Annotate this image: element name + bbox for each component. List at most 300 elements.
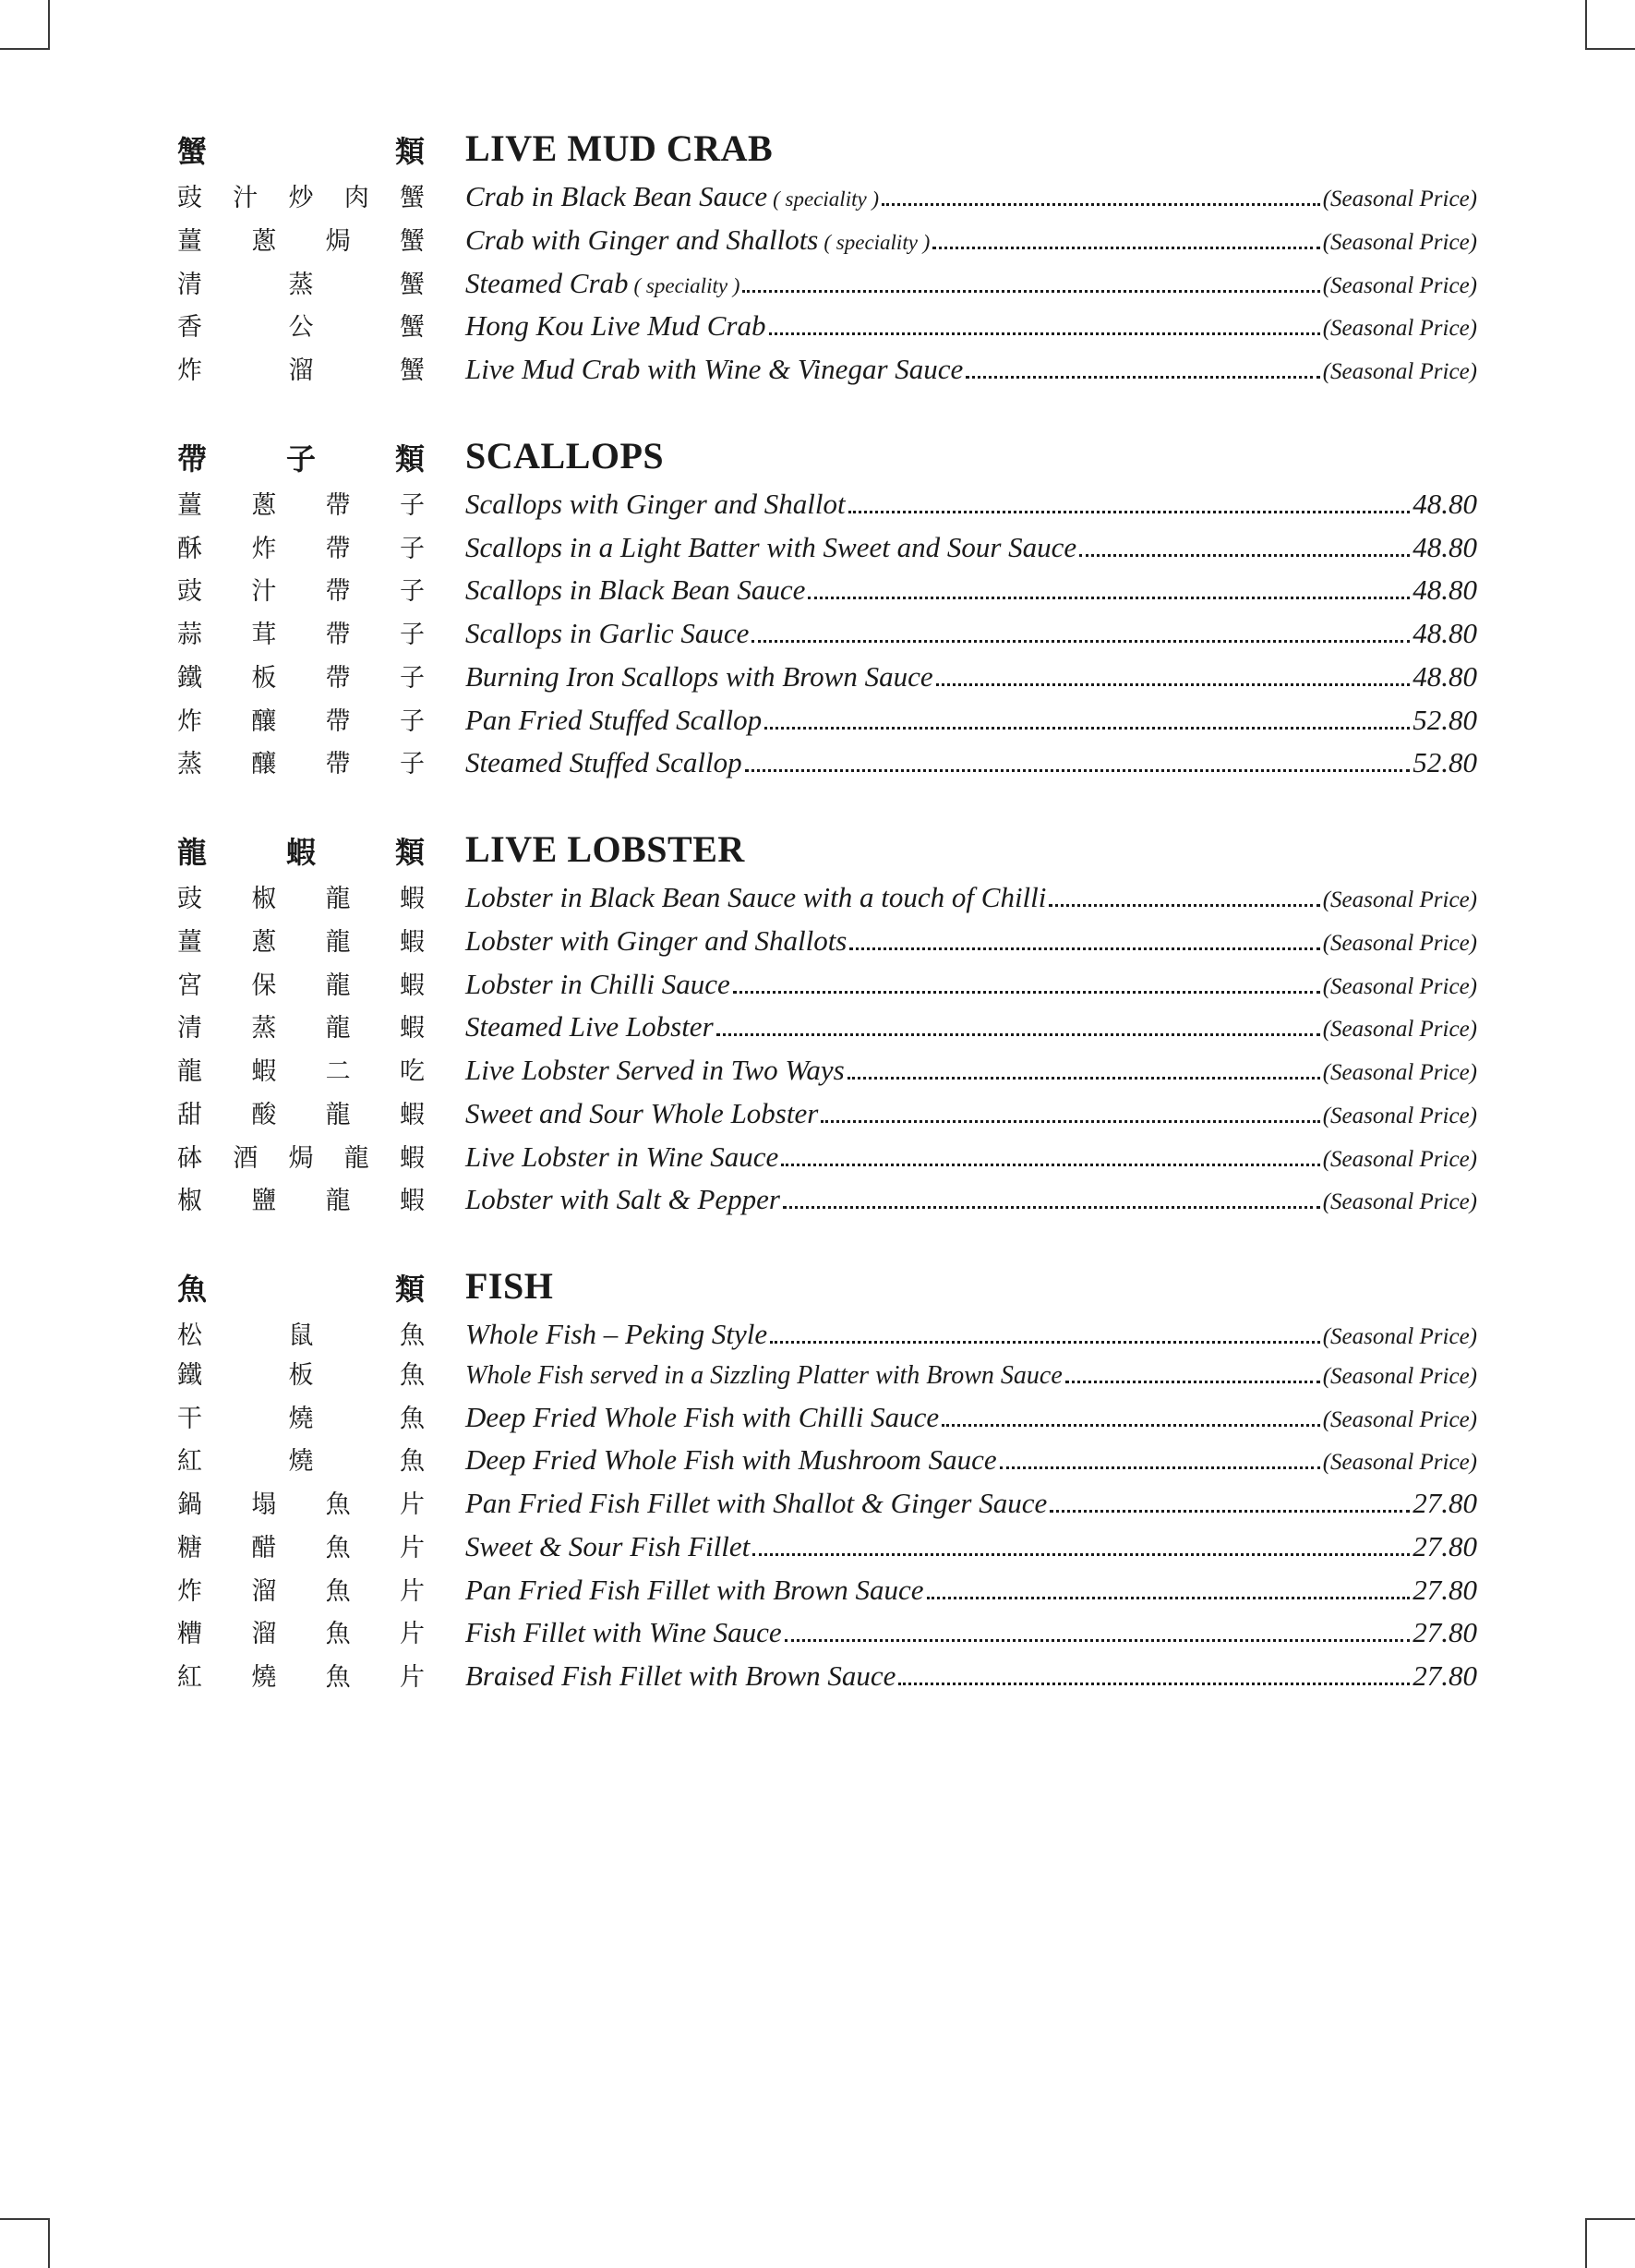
menu-page: [157, 129, 1477, 1702]
chinese-glyph: 子: [399, 663, 425, 693]
chinese-glyph: 蔥: [251, 490, 277, 520]
chinese-glyph: 片: [399, 1533, 425, 1562]
dot-leader: [848, 1077, 1320, 1080]
menu-item: [157, 1317, 1477, 1352]
menu-item-chinese: [157, 749, 434, 780]
chinese-glyph: 蔥: [251, 226, 277, 256]
menu-item-price: 27.80: [1413, 1529, 1477, 1562]
menu-section-fish: [157, 1267, 1477, 1694]
dot-leader: [1050, 1510, 1410, 1513]
chinese-glyph: 蟹: [399, 226, 425, 256]
menu-item-name: Live Lobster in Wine Sauce: [465, 1140, 779, 1173]
menu-item-name: Pan Fried Stuffed Scallop: [465, 703, 763, 736]
dot-leader: [785, 1639, 1411, 1642]
chinese-glyph: 薑: [177, 490, 202, 520]
chinese-glyph: 椒: [251, 885, 277, 913]
menu-item-english: [434, 1442, 1477, 1477]
menu-item-seasonal-price: (Seasonal Price): [1322, 1363, 1477, 1389]
chinese-glyph: 肉: [343, 184, 369, 212]
menu-item-name: Fish Fillet with Wine Sauce: [465, 1616, 782, 1649]
menu-item-name: Live Mud Crab with Wine & Vinegar Sauce: [465, 353, 964, 385]
menu-item-chinese: [157, 1662, 434, 1694]
menu-item-chinese: [157, 490, 434, 522]
chinese-glyph: 子: [399, 750, 425, 779]
menu-item-seasonal-price: (Seasonal Price): [1322, 1189, 1477, 1215]
menu-item-seasonal-price: (Seasonal Price): [1322, 973, 1477, 999]
dot-leader: [1000, 1466, 1320, 1469]
chinese-glyph: 魚: [400, 1404, 425, 1433]
chinese-glyph: 帶: [325, 706, 351, 736]
dot-leader: [783, 1206, 1320, 1209]
menu-item-english: [434, 530, 1477, 564]
menu-item-chinese: [157, 1404, 434, 1435]
menu-item-name: Steamed Stuffed Scallop: [465, 746, 742, 779]
menu-item-chinese: [157, 927, 434, 959]
menu-item-chinese: [157, 1576, 434, 1608]
menu-item-english: [434, 1053, 1477, 1087]
dot-leader: [1049, 904, 1319, 907]
chinese-glyph: 干: [177, 1404, 202, 1433]
chinese-glyph: 蝦: [399, 1187, 425, 1216]
chinese-glyph: 龍: [325, 1014, 351, 1044]
dot-leader: [770, 1341, 1320, 1344]
chinese-glyph: 蝦: [399, 1100, 425, 1129]
menu-item-seasonal-price: (Seasonal Price): [1322, 887, 1477, 912]
chinese-glyph: 酥: [177, 534, 202, 563]
menu-item-english: [434, 1573, 1477, 1607]
chinese-glyph: 蝦: [399, 927, 425, 957]
menu-item-price: 27.80: [1413, 1616, 1477, 1649]
chinese-glyph: 豉: [177, 577, 202, 607]
chinese-glyph: 蝦: [400, 1143, 425, 1173]
chinese-glyph: 片: [399, 1490, 425, 1519]
chinese-glyph: 豉: [177, 885, 202, 913]
menu-item-price: 48.80: [1413, 487, 1477, 520]
chinese-glyph: 釀: [251, 750, 277, 779]
dot-leader: [849, 947, 1319, 950]
chinese-glyph: 類: [394, 835, 425, 871]
chinese-glyph: 清: [177, 1014, 202, 1044]
chinese-glyph: 蝦: [251, 1057, 277, 1086]
chinese-glyph: 炸: [177, 706, 202, 736]
menu-item-name: Pan Fried Fish Fillet with Shallot & Ginger Sauce: [465, 1487, 1048, 1519]
dot-leader: [882, 203, 1320, 206]
chinese-glyph: 釀: [251, 706, 277, 736]
menu-section-scallops: [157, 434, 1477, 780]
menu-item-name: Hong Kou Live Mud Crab: [465, 309, 766, 343]
menu-item-chinese: [157, 183, 434, 214]
menu-item-name: Whole Fish – Peking Style: [465, 1318, 768, 1350]
menu-item-name: Scallops with Ginger and Shallot: [465, 487, 846, 520]
chinese-glyph: 龍: [177, 835, 208, 871]
chinese-glyph: 類: [394, 1272, 425, 1308]
chinese-glyph: 香: [177, 313, 202, 343]
menu-item: [157, 179, 1477, 214]
dot-leader: [898, 1683, 1410, 1685]
menu-item-name: Crab with Ginger and Shallots: [465, 223, 819, 256]
chinese-glyph: 薑: [177, 927, 202, 957]
menu-item-english: [434, 266, 1477, 300]
menu-item: [157, 1009, 1477, 1044]
chinese-glyph: 龍: [325, 927, 351, 957]
menu-item-name: Pan Fried Fish Fillet with Brown Sauce: [465, 1573, 924, 1606]
menu-item-chinese: [157, 1360, 434, 1392]
dot-leader: [752, 1553, 1410, 1556]
menu-item: [157, 1573, 1477, 1608]
chinese-glyph: 帶: [325, 663, 351, 693]
menu-item-speciality-note: ( speciality ): [633, 273, 740, 297]
menu-item-english: [434, 659, 1477, 694]
menu-item-english: [434, 1317, 1477, 1351]
menu-item-name: Burning Iron Scallops with Brown Sauce: [465, 659, 933, 693]
menu-item-english: [434, 1182, 1477, 1216]
chinese-glyph: 溜: [288, 356, 314, 385]
chinese-glyph: 蟹: [400, 184, 425, 212]
dot-leader: [1065, 1381, 1320, 1383]
dot-leader: [848, 511, 1411, 513]
chinese-glyph: 子: [285, 441, 316, 477]
menu-item-seasonal-price: (Seasonal Price): [1322, 1450, 1477, 1476]
chinese-glyph: 公: [288, 313, 314, 343]
crop-mark-bottom-left-vertical: [48, 2218, 50, 2268]
dot-leader: [808, 597, 1410, 599]
menu-item-chinese: [157, 1186, 434, 1217]
section-heading-english: LIVE LOBSTER: [465, 828, 745, 870]
section-heading: [157, 129, 1477, 168]
chinese-glyph: 燒: [251, 1663, 277, 1692]
menu-item-seasonal-price: (Seasonal Price): [1322, 272, 1477, 298]
chinese-glyph: 魚: [325, 1490, 351, 1519]
menu-item-chinese: [157, 706, 434, 738]
chinese-glyph: 龍: [177, 1057, 202, 1086]
chinese-glyph: 子: [399, 706, 425, 736]
menu-item-seasonal-price: (Seasonal Price): [1322, 1060, 1477, 1085]
menu-item-price: 27.80: [1413, 1487, 1477, 1519]
menu-item-chinese: [157, 663, 434, 694]
chinese-glyph: 汁: [251, 577, 277, 607]
menu-item-chinese: [157, 620, 434, 651]
section-heading-chinese: [157, 1274, 434, 1306]
menu-item-price: 48.80: [1413, 573, 1477, 607]
chinese-glyph: 吃: [399, 1057, 425, 1086]
dot-leader: [942, 1424, 1320, 1427]
menu-item: [157, 1615, 1477, 1650]
menu-item-name: Scallops in a Light Batter with Sweet and Sour Sauce: [465, 530, 1077, 563]
menu-item-seasonal-price: (Seasonal Price): [1322, 930, 1477, 956]
menu-item-english: [434, 1659, 1477, 1693]
menu-item-name: Live Lobster Served in Two Ways: [465, 1054, 845, 1086]
section-heading-chinese: [157, 835, 434, 871]
chinese-glyph: 蝦: [399, 885, 425, 913]
crop-mark-bottom-left-horizontal: [0, 2218, 50, 2220]
crop-mark-bottom-right-horizontal: [1585, 2218, 1635, 2220]
menu-item-seasonal-price: (Seasonal Price): [1322, 316, 1477, 342]
chinese-glyph: 砵: [177, 1143, 202, 1173]
chinese-glyph: 板: [288, 1360, 314, 1390]
menu-item-chinese: [157, 1013, 434, 1044]
menu-item-seasonal-price: (Seasonal Price): [1322, 1146, 1477, 1172]
menu-item-english: [434, 703, 1477, 737]
crop-mark-bottom-right-vertical: [1585, 2218, 1587, 2268]
menu-item-english: [434, 487, 1477, 521]
chinese-glyph: 蝦: [285, 835, 316, 871]
chinese-glyph: 酒: [233, 1143, 258, 1173]
menu-item: [157, 659, 1477, 694]
crop-mark-top-left-horizontal: [0, 48, 50, 50]
menu-item-name: Scallops in Garlic Sauce: [465, 617, 750, 649]
chinese-glyph: 紅: [177, 1447, 202, 1477]
menu-item-price: 52.80: [1413, 746, 1477, 779]
menu-item-chinese: [157, 971, 434, 1002]
menu-item-name: Whole Fish served in a Sizzling Platter with Brown Sauce: [465, 1360, 1063, 1390]
chinese-glyph: 鍋: [177, 1490, 202, 1519]
crop-mark-top-left-vertical: [48, 0, 50, 50]
menu-item-name: Braised Fish Fillet with Brown Sauce: [465, 1659, 896, 1692]
menu-item-price: 52.80: [1413, 703, 1477, 736]
menu-item-name: Sweet & Sour Fish Fillet: [465, 1529, 751, 1562]
menu-item-chinese: [157, 884, 434, 915]
section-heading-english: SCALLOPS: [465, 434, 665, 477]
dot-leader: [1079, 554, 1410, 557]
chinese-glyph: 魚: [325, 1663, 351, 1692]
chinese-glyph: 鹽: [251, 1187, 277, 1216]
section-heading-chinese: [157, 134, 434, 170]
chinese-glyph: 帶: [325, 534, 351, 563]
chinese-glyph: 蒸: [288, 270, 314, 299]
chinese-glyph: 蟹: [400, 270, 425, 299]
chinese-glyph: 龍: [343, 1143, 369, 1173]
menu-item-chinese: [157, 1100, 434, 1131]
menu-item-english: [434, 352, 1477, 386]
chinese-glyph: 糖: [177, 1533, 202, 1562]
menu-item: [157, 1529, 1477, 1564]
menu-item-name: Lobster in Chilli Sauce: [465, 967, 730, 1000]
menu-item: [157, 703, 1477, 738]
chinese-glyph: 龍: [325, 971, 351, 1000]
crop-mark-top-right-vertical: [1585, 0, 1587, 50]
menu-item-name: Sweet and Sour Whole Lobster: [465, 1096, 819, 1129]
crop-mark-top-right-horizontal: [1585, 48, 1635, 50]
menu-item-chinese: [157, 1446, 434, 1478]
chinese-glyph: 椒: [177, 1187, 202, 1216]
chinese-glyph: 甜: [177, 1100, 202, 1129]
chinese-glyph: 醋: [251, 1533, 277, 1562]
chinese-glyph: 蝦: [399, 1014, 425, 1044]
chinese-glyph: 鐵: [177, 663, 202, 693]
menu-item-seasonal-price: (Seasonal Price): [1322, 1103, 1477, 1128]
dot-leader: [769, 332, 1320, 335]
dot-leader: [927, 1597, 1411, 1599]
dot-leader: [936, 683, 1411, 686]
chinese-glyph: 糟: [177, 1620, 202, 1649]
menu-item: [157, 573, 1477, 608]
chinese-glyph: 酸: [251, 1100, 277, 1129]
menu-item-name: Crab in Black Bean Sauce: [465, 180, 768, 212]
chinese-glyph: 炸: [177, 1576, 202, 1606]
chinese-glyph: 蟹: [400, 356, 425, 385]
chinese-glyph: 帶: [325, 577, 351, 607]
chinese-glyph: 紅: [177, 1663, 202, 1692]
chinese-glyph: 片: [399, 1663, 425, 1692]
section-heading: [157, 1267, 1477, 1306]
menu-item-name: Lobster in Black Bean Sauce with a touch of Chilli: [465, 881, 1047, 913]
chinese-glyph: 焗: [325, 226, 351, 256]
menu-item: [157, 923, 1477, 959]
menu-item-chinese: [157, 356, 434, 387]
menu-item-price: 27.80: [1413, 1573, 1477, 1606]
menu-item: [157, 616, 1477, 651]
chinese-glyph: 蒸: [177, 750, 202, 779]
chinese-glyph: 子: [399, 577, 425, 607]
chinese-glyph: 燒: [288, 1404, 314, 1433]
menu-item-english: [434, 616, 1477, 650]
menu-item-name: Lobster with Salt & Pepper: [465, 1183, 780, 1216]
menu-item-name: Deep Fried Whole Fish with Mushroom Sauce: [465, 1443, 997, 1477]
menu-item-chinese: [157, 312, 434, 344]
menu-item-chinese: [157, 576, 434, 608]
menu-item: [157, 1053, 1477, 1088]
menu-item-english: [434, 1486, 1477, 1520]
chinese-glyph: 薑: [177, 226, 202, 256]
section-heading: [157, 830, 1477, 869]
menu-item-chinese: [157, 226, 434, 258]
menu-item: [157, 745, 1477, 780]
chinese-glyph: 帶: [325, 621, 351, 649]
chinese-glyph: 鐵: [177, 1360, 202, 1390]
menu-item-english: [434, 1529, 1477, 1563]
menu-item-english: [434, 1009, 1477, 1044]
menu-item-english: [434, 179, 1477, 213]
section-heading-english: FISH: [465, 1265, 554, 1307]
menu-item-english: [434, 308, 1477, 343]
menu-item-english: [434, 745, 1477, 779]
chinese-glyph: 帶: [325, 750, 351, 779]
chinese-glyph: 魚: [325, 1576, 351, 1606]
menu-item-name: Deep Fried Whole Fish with Chilli Sauce: [465, 1400, 940, 1433]
dot-leader: [716, 1033, 1320, 1036]
menu-item-english: [434, 880, 1477, 914]
chinese-glyph: 茸: [251, 621, 277, 649]
chinese-glyph: 蝦: [399, 971, 425, 1000]
chinese-glyph: 魚: [177, 1272, 208, 1308]
chinese-glyph: 焗: [288, 1143, 314, 1173]
chinese-glyph: 類: [394, 441, 425, 477]
menu-item-english: [434, 1096, 1477, 1130]
menu-item-english: [434, 923, 1477, 958]
menu-item: [157, 308, 1477, 344]
dot-leader: [966, 376, 1319, 379]
chinese-glyph: 龍: [325, 1187, 351, 1216]
dot-leader: [821, 1120, 1319, 1123]
menu-item-name: Steamed Crab: [465, 266, 629, 299]
chinese-glyph: 板: [251, 663, 277, 693]
menu-item: [157, 1096, 1477, 1131]
menu-item: [157, 352, 1477, 387]
dot-leader: [745, 769, 1411, 772]
menu-item-english: [434, 967, 1477, 1001]
menu-section-live-lobster: [157, 830, 1477, 1217]
chinese-glyph: 二: [325, 1057, 351, 1086]
menu-item: [157, 1400, 1477, 1435]
menu-item-chinese: [157, 1490, 434, 1521]
menu-item: [157, 266, 1477, 301]
chinese-glyph: 松: [177, 1321, 202, 1350]
menu-item-seasonal-price: (Seasonal Price): [1322, 229, 1477, 255]
menu-item: [157, 1486, 1477, 1521]
dot-leader: [751, 640, 1410, 643]
dot-leader: [764, 727, 1410, 730]
menu-item-price: 48.80: [1413, 659, 1477, 693]
chinese-glyph: 片: [399, 1576, 425, 1606]
dot-leader: [781, 1164, 1319, 1166]
chinese-glyph: 蟹: [400, 313, 425, 343]
chinese-glyph: 蟹: [177, 134, 208, 170]
menu-item: [157, 967, 1477, 1002]
chinese-glyph: 片: [399, 1620, 425, 1649]
chinese-glyph: 魚: [400, 1321, 425, 1350]
menu-item-chinese: [157, 534, 434, 565]
menu-item: [157, 880, 1477, 915]
section-heading: [157, 434, 1477, 477]
chinese-glyph: 炸: [177, 356, 202, 385]
menu-item-seasonal-price: (Seasonal Price): [1322, 1324, 1477, 1349]
chinese-glyph: 類: [394, 134, 425, 170]
chinese-glyph: 溜: [251, 1620, 277, 1649]
chinese-glyph: 龍: [325, 885, 351, 913]
menu-item: [157, 487, 1477, 522]
menu-item-english: [434, 223, 1477, 257]
chinese-glyph: 燒: [288, 1447, 314, 1477]
menu-item-chinese: [157, 1619, 434, 1650]
menu-item-chinese: [157, 1321, 434, 1352]
menu-item-chinese: [157, 270, 434, 301]
chinese-glyph: 子: [399, 621, 425, 649]
menu-item-seasonal-price: (Seasonal Price): [1322, 1406, 1477, 1432]
menu-item: [157, 1659, 1477, 1694]
chinese-glyph: 清: [177, 270, 202, 299]
chinese-glyph: 炒: [288, 184, 314, 212]
menu-item-price: 48.80: [1413, 530, 1477, 563]
chinese-glyph: 炸: [251, 534, 277, 563]
chinese-glyph: 汁: [233, 184, 258, 212]
dot-leader: [733, 991, 1320, 994]
menu-item-seasonal-price: (Seasonal Price): [1322, 1017, 1477, 1043]
menu-item-speciality-note: ( speciality ): [773, 187, 880, 211]
chinese-glyph: 子: [399, 534, 425, 563]
menu-item: [157, 1140, 1477, 1175]
menu-item: [157, 1360, 1477, 1392]
menu-item-chinese: [157, 1533, 434, 1564]
chinese-glyph: 魚: [400, 1360, 425, 1390]
menu-item-name: Steamed Live Lobster: [465, 1010, 714, 1044]
chinese-glyph: 鼠: [288, 1321, 314, 1350]
chinese-glyph: 豉: [177, 184, 202, 212]
menu-section-live-mud-crab: [157, 129, 1477, 387]
menu-item-chinese: [157, 1143, 434, 1175]
menu-item-price: 27.80: [1413, 1659, 1477, 1692]
menu-item-english: [434, 1360, 1477, 1392]
chinese-glyph: 帶: [177, 441, 208, 477]
dot-leader: [932, 247, 1319, 249]
menu-item-chinese: [157, 1056, 434, 1088]
menu-item-name: Scallops in Black Bean Sauce: [465, 573, 806, 607]
chinese-glyph: 溜: [251, 1576, 277, 1606]
section-heading-chinese: [157, 441, 434, 477]
menu-item-name: Lobster with Ginger and Shallots: [465, 923, 848, 957]
chinese-glyph: 蒜: [177, 621, 202, 649]
chinese-glyph: 魚: [325, 1620, 351, 1649]
menu-item-seasonal-price: (Seasonal Price): [1322, 187, 1477, 211]
